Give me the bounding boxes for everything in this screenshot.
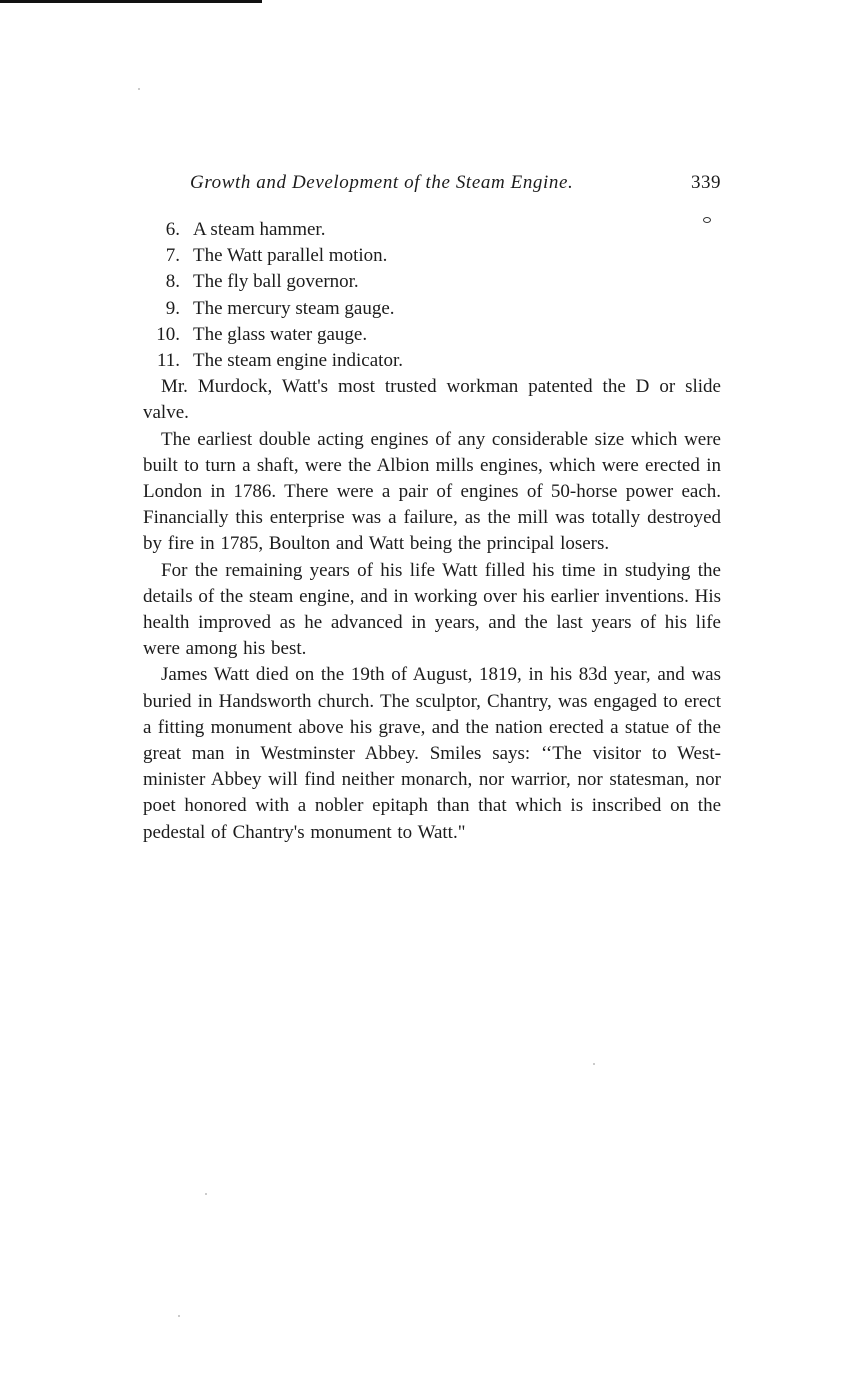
page-body	[143, 217, 721, 846]
scan-speck	[205, 1193, 207, 1195]
invention-list	[143, 217, 721, 374]
scan-speck	[138, 88, 140, 90]
list-item-text: The Watt parallel motion.	[193, 245, 388, 267]
list-item-number: 7.	[165, 245, 180, 267]
list-item-number: 9.	[165, 297, 180, 319]
top-scan-border	[0, 0, 262, 3]
paragraph-murdock: Mr. Murdock, Watt's most trusted workman patented the D or slide valve.	[143, 376, 721, 424]
paragraph-watt-death: James Watt died on the 19th of August, 1819, in his 83d year, and was buried in Handsworth church. The sculptor, Chantry, was engaged to erect a fitting monument above his grave, and the nation erected a statue of the great man in Westminster Abbey. Smiles says: ‘‘The visitor to West-minister Abbey will find neither monarch, nor warrior, nor statesman, nor poet honored with a nobler epitaph than that which is inscribed on the pedestal of Chantry's monument to Watt."	[143, 664, 721, 843]
list-item	[143, 217, 721, 243]
list-item-text: The steam engine indicator.	[193, 350, 403, 372]
list-item-number: 10.	[156, 323, 180, 345]
list-item	[143, 348, 721, 374]
list-item	[143, 322, 721, 348]
list-item	[143, 296, 721, 322]
list-item-number: 8.	[165, 271, 180, 293]
list-item-text: The fly ball governor.	[193, 271, 359, 293]
list-item	[143, 269, 721, 295]
running-head	[143, 172, 721, 200]
list-item-number: 11.	[156, 350, 180, 372]
scan-speck	[593, 1063, 595, 1065]
scan-speck	[178, 1315, 180, 1317]
list-item	[143, 243, 721, 269]
running-head-title: Growth and Development of the Steam Engine.	[190, 172, 574, 193]
list-item-text: The mercury steam gauge.	[193, 297, 395, 319]
paragraph-albion-mills: The earliest double acting engines of any considerable size which were built to turn a shaft, were the Albion mills engines, which were erected in London in 1786. There were a pair of engines of 50-horse power each. Financially this enterprise was a failure, as the mill was totally destroyed by fire in 1785, Boulton and Watt being the principal losers.	[143, 428, 721, 555]
list-item-number: 6.	[165, 219, 180, 240]
page-number: 339	[691, 172, 721, 193]
paragraph-later-years: For the remaining years of his life Watt filled his time in studying the details of the steam engine, and in working over his earlier inventions. His health improved as he advanced in years, and the last years of his life were among his best.	[143, 559, 721, 660]
list-item-text: A steam hammer.	[193, 219, 326, 240]
list-item-text: The glass water gauge.	[193, 323, 368, 345]
